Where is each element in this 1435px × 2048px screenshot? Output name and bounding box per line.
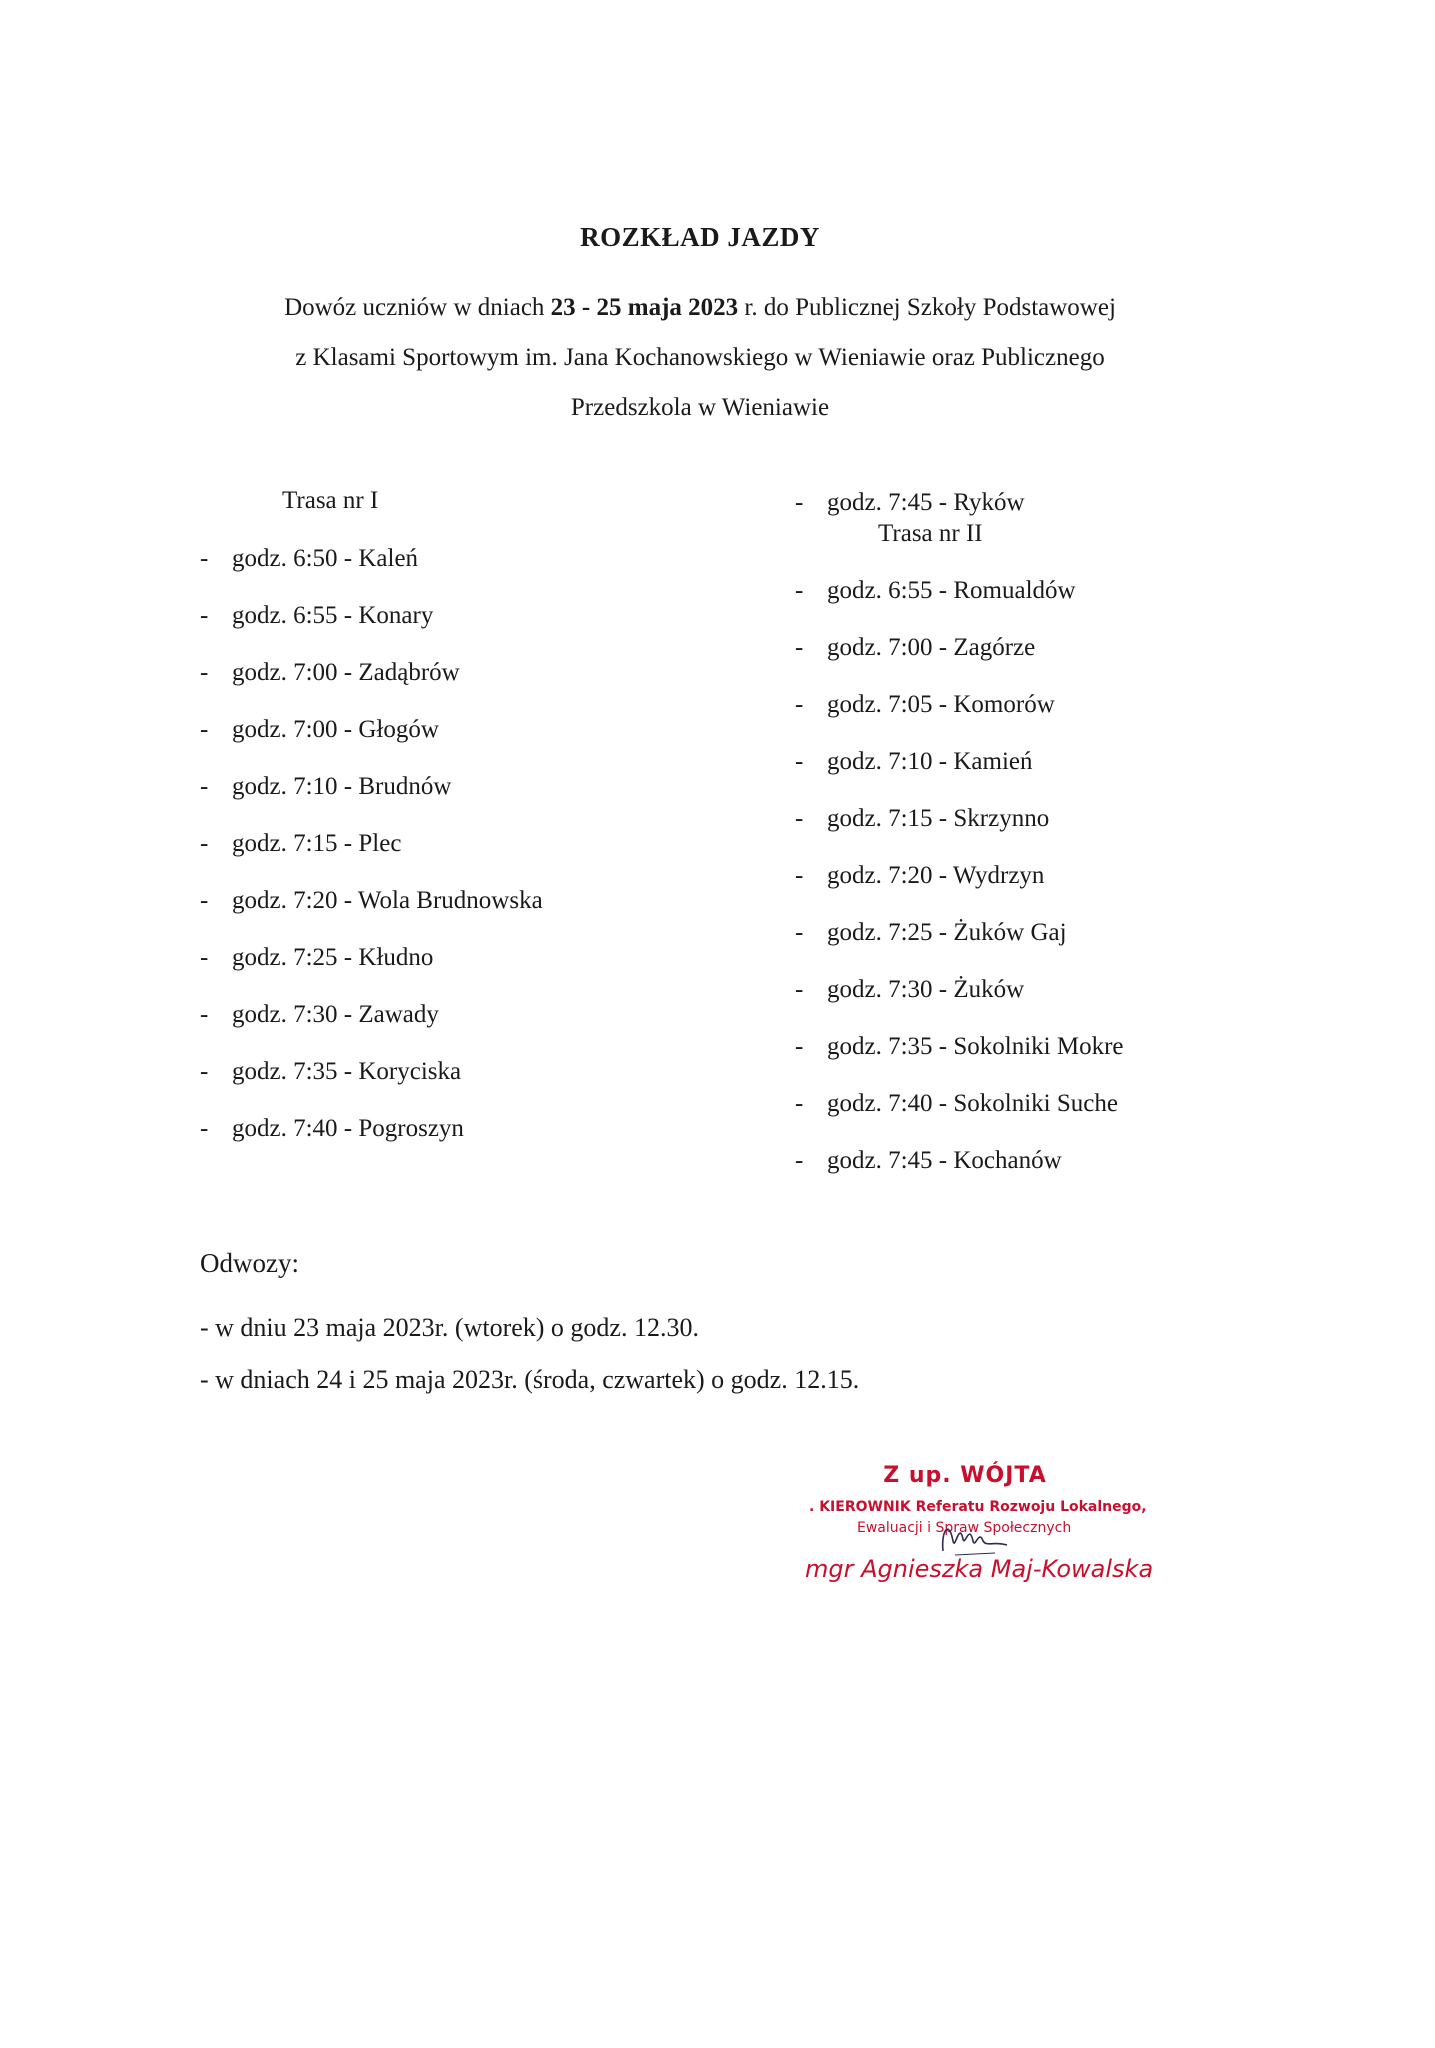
stop-dash: - xyxy=(795,862,804,889)
return-line: - w dniu 23 maja 2023r. (wtorek) o godz. 12.30. xyxy=(200,1313,699,1342)
stop-text: godz. 7:40 - Pogroszyn xyxy=(232,1115,464,1142)
document-title: ROZKŁAD JAZDY xyxy=(580,222,820,252)
stop-text: godz. 7:15 - Plec xyxy=(232,830,402,857)
intro-paragraph xyxy=(200,283,1200,433)
returns-title: Odwozy: xyxy=(200,1248,299,1278)
stop-text: godz. 7:30 - Żuków xyxy=(827,976,1025,1003)
stop-dash: - xyxy=(200,773,209,800)
stop-text: godz. 7:40 - Sokolniki Suche xyxy=(827,1090,1118,1117)
signatory-name: mgr Agnieszka Maj-Kowalska xyxy=(805,1555,1154,1583)
stop-dash: - xyxy=(200,1115,209,1142)
stop-dash: - xyxy=(795,1033,804,1060)
stop-text: godz. 7:25 - Kłudno xyxy=(232,944,434,971)
stop-text: godz. 7:00 - Zadąbrów xyxy=(232,659,460,686)
stop-dash: - xyxy=(200,830,209,857)
stop-dash: - xyxy=(200,1001,209,1028)
stop-text: godz. 6:55 - Konary xyxy=(232,602,434,629)
intro-date-range: 23 - 25 maja 2023 xyxy=(550,294,739,321)
stamp-line-2: . KIEROWNIK Referatu Rozwoju Lokalnego, xyxy=(809,1499,1147,1515)
stop-dash: - xyxy=(795,919,804,946)
stop-text: godz. 7:35 - Koryciska xyxy=(232,1058,462,1085)
handwritten-signature xyxy=(935,1511,1015,1561)
stop-text: godz. 7:30 - Zawady xyxy=(232,1001,439,1028)
stop-dash: - xyxy=(795,577,804,604)
stop-text: godz. 7:45 - Kochanów xyxy=(827,1147,1062,1174)
stop-text: godz. 7:10 - Brudnów xyxy=(232,773,452,800)
stop-dash: - xyxy=(795,1147,804,1174)
return-line: - w dniach 24 i 25 maja 2023r. (środa, czwartek) o godz. 12.15. xyxy=(200,1365,860,1394)
stop-dash: - xyxy=(795,1090,804,1117)
stop-dash: - xyxy=(200,716,209,743)
stop-dash: - xyxy=(200,545,209,572)
intro-line-1-post: r. do Publicznej Szkoły Podstawowej xyxy=(738,294,1116,321)
intro-line-1-pre: Dowóz uczniów w dniach xyxy=(284,294,551,321)
stamp-line-1: Z up. WÓJTA xyxy=(883,1463,1047,1488)
stop-text: godz. 7:15 - Skrzynno xyxy=(827,805,1050,832)
official-stamp xyxy=(795,1455,1154,1605)
stop-dash: - xyxy=(200,659,209,686)
stamp-line-3: Ewaluacji i Spraw Społecznych xyxy=(857,1520,1072,1536)
stop-text: godz. 6:50 - Kaleń xyxy=(232,545,419,572)
stop-dash: - xyxy=(795,805,804,832)
stop-text: godz. 7:25 - Żuków Gaj xyxy=(827,919,1067,946)
stop-text: godz. 7:45 - Ryków xyxy=(827,489,1025,516)
stop-text: godz. 7:00 - Głogów xyxy=(232,716,439,743)
intro-line-2: z Klasami Sportowym im. Jana Kochanowskiego w Wieniawie oraz Publicznego xyxy=(295,344,1105,371)
stop-text: godz. 6:55 - Romualdów xyxy=(827,577,1076,604)
stop-dash: - xyxy=(795,634,804,661)
stop-dash: - xyxy=(200,602,209,629)
stop-dash: - xyxy=(795,691,804,718)
stop-text: godz. 7:20 - Wola Brudnowska xyxy=(232,887,543,914)
stop-dash: - xyxy=(795,489,804,516)
stop-text: godz. 7:10 - Kamień xyxy=(827,748,1033,775)
stop-dash: - xyxy=(795,748,804,775)
stop-dash: - xyxy=(200,1058,209,1085)
stop-dash: - xyxy=(200,887,209,914)
intro-line-1 xyxy=(200,283,1200,333)
route-1-title: Trasa nr I xyxy=(282,487,379,514)
stop-dash: - xyxy=(200,944,209,971)
stop-dash: - xyxy=(795,976,804,1003)
stop-text: godz. 7:05 - Komorów xyxy=(827,691,1055,718)
stop-text: godz. 7:20 - Wydrzyn xyxy=(827,862,1045,889)
intro-line-3: Przedszkola w Wieniawie xyxy=(570,394,830,421)
route-2-title: Trasa nr II xyxy=(878,520,983,547)
stop-text: godz. 7:35 - Sokolniki Mokre xyxy=(827,1033,1124,1060)
stop-text: godz. 7:00 - Zagórze xyxy=(827,634,1036,661)
